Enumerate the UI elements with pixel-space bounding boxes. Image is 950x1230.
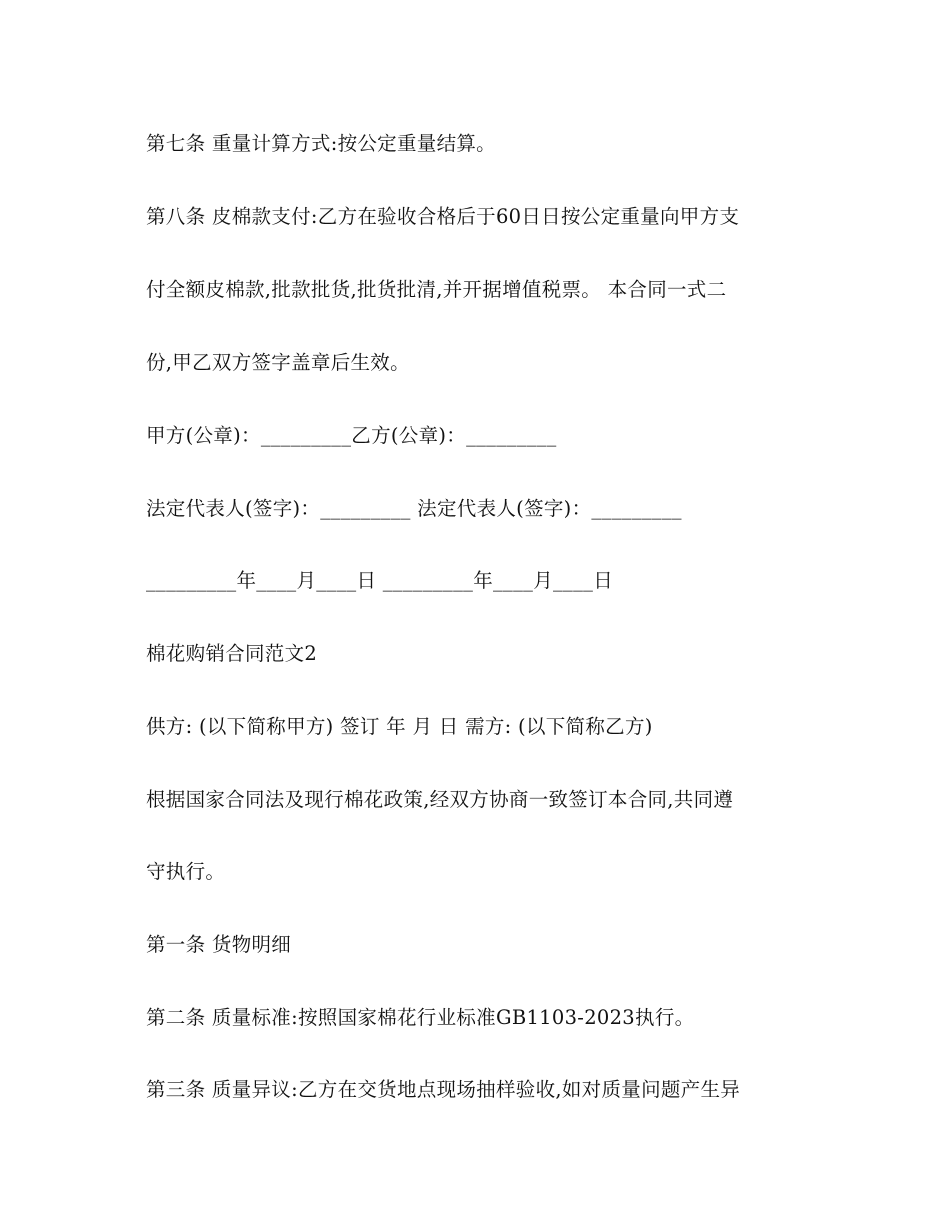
legal-representative-signature-line: 法定代表人(签字)：_________ 法定代表人(签字)：_________ xyxy=(146,497,682,520)
party-seal-line: 甲方(公章)：_________乙方(公章)：_________ xyxy=(146,424,557,447)
article-7-weight-calculation: 第七条 重量计算方式:按公定重量结算。 xyxy=(146,132,496,155)
article-1-goods-details: 第一条 货物明细 xyxy=(146,933,292,956)
article-8-payment-line-1: 第八条 皮棉款支付:乙方在验收合格后于60日日按公定重量向甲方支 xyxy=(146,205,740,228)
article-3-quality-objection: 第三条 质量异议:乙方在交货地点现场抽样验收,如对质量问题产生异 xyxy=(146,1078,741,1101)
preamble-line-2: 守执行。 xyxy=(146,860,226,883)
signing-date-line: _________年____月____日 _________年____月____日 xyxy=(146,569,613,592)
article-8-payment-line-2: 付全额皮棉款,批款批货,批货批清,并开据增值税票。 本合同一式二 xyxy=(146,278,727,301)
supplier-buyer-line: 供方: (以下简称甲方) 签订 年 月 日 需方: (以下简称乙方) xyxy=(146,715,653,738)
article-8-payment-line-3: 份,甲乙双方签字盖章后生效。 xyxy=(146,351,410,374)
article-2-quality-standard: 第二条 质量标准:按照国家棉花行业标准GB1103-2023执行。 xyxy=(146,1006,695,1029)
preamble-line-1: 根据国家合同法及现行棉花政策,经双方协商一致签订本合同,共同遵 xyxy=(146,788,734,811)
contract-sample-2-title: 棉花购销合同范文2 xyxy=(146,642,318,665)
